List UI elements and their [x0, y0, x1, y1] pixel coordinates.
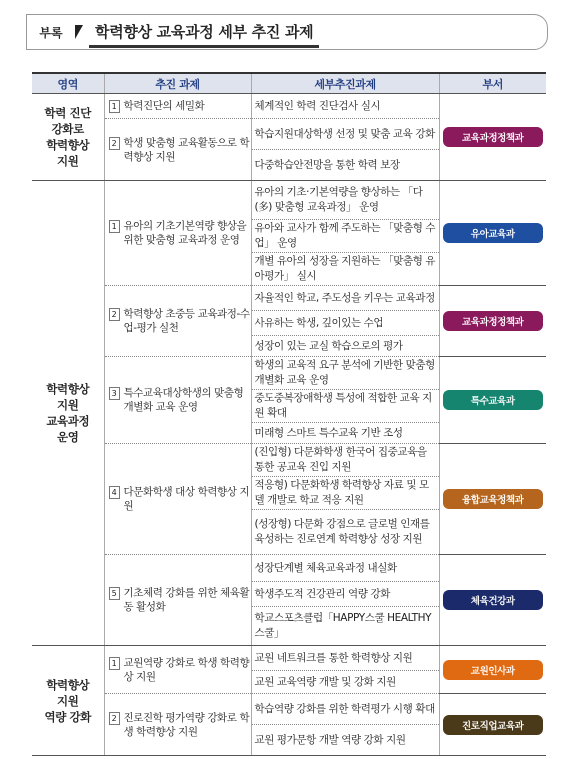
- detail-cell: 학습역량 강화를 위한 학력평가 시행 확대: [251, 694, 439, 725]
- task-content: [109, 307, 251, 335]
- task-label: 학력진단의 세밀화: [123, 100, 205, 112]
- task-content: [109, 586, 251, 614]
- dept-cell: [439, 357, 546, 444]
- task-label: 기초체력 강화를 위한 체육활동 활성화: [123, 587, 250, 613]
- task-cell: [104, 555, 251, 646]
- dept-badge: 진로직업교육과: [443, 715, 543, 735]
- detail-cell: 개별 유아의 성장을 지원하는 「맞춤형 유아평가」 실시: [251, 253, 439, 286]
- dept-cell: [439, 286, 546, 357]
- dept-badge: 체육건강과: [443, 590, 543, 610]
- dept-badge: 융합교육정책과: [443, 489, 543, 509]
- task-cell: [104, 646, 251, 694]
- task-label: 학생 맞춤형 교육활동으로 학력향상 지원: [123, 136, 250, 163]
- task-number: 3: [109, 387, 120, 400]
- task-number: 4: [109, 486, 120, 499]
- dept-badge: 특수교육과: [443, 390, 543, 410]
- dept-cell: [439, 555, 546, 646]
- task-content: [109, 386, 251, 414]
- task-cell: [104, 94, 251, 119]
- detail-cell: 다중학습안전망을 통한 학력 보장: [251, 150, 439, 181]
- task-cell: [104, 694, 251, 756]
- table-row: [32, 646, 546, 671]
- task-number: 2: [109, 308, 120, 321]
- task-cell: [104, 181, 251, 286]
- detail-cell: (진입형) 다문화학생 한국어 집중교육을 통한 공교육 진입 지원: [251, 444, 439, 477]
- task-content: [109, 136, 251, 164]
- dept-badge: 교육과정정책과: [443, 127, 543, 147]
- detail-cell: 학교스포츠클럽「HAPPY스쿨 HEALTHY 스쿨」: [251, 607, 439, 646]
- header-marker-icon: [75, 25, 83, 39]
- detail-cell: 유아와 교사가 함께 주도하는 「맞춤형 수업」 운영: [251, 220, 439, 253]
- page-title: 학력향상 교육과정 세부 추진 과제: [95, 23, 314, 41]
- detail-cell: 미래형 스마트 특수교육 기반 조성: [251, 423, 439, 444]
- dept-cell: [439, 646, 546, 694]
- task-content: [109, 99, 251, 113]
- detail-cell: 학생주도적 건강관리 역량 강화: [251, 582, 439, 607]
- area-cell: 학력향상 지원 역량 강화: [32, 646, 104, 756]
- detail-cell: 학습지원대상학생 선정 및 맞춤 교육 강화: [251, 119, 439, 150]
- detail-cell: 자율적인 학교, 주도성을 키우는 교육과정: [251, 286, 439, 311]
- detail-cell: 교원 네트워크를 통한 학력향상 지원: [251, 646, 439, 671]
- dept-cell: [439, 181, 546, 286]
- table-row: [32, 444, 546, 477]
- dept-badge: 교원인사과: [443, 660, 543, 680]
- detail-cell: 성장이 있는 교실 학습으로의 평가: [251, 336, 439, 357]
- appendix-tag: 부록: [27, 15, 75, 49]
- detail-cell: 성장단계별 체육교육과정 내실화: [251, 555, 439, 582]
- dept-cell: [439, 444, 546, 555]
- table-row: [32, 286, 546, 311]
- table-row: [32, 94, 546, 119]
- task-content: [109, 656, 251, 684]
- table-row: [32, 181, 546, 220]
- table-body: [32, 94, 546, 756]
- detail-cell: 중도중복장애학생 특성에 적합한 교육 지원 확대: [251, 390, 439, 423]
- col-header-area: 영역: [32, 73, 104, 94]
- task-number: 1: [109, 220, 120, 233]
- area-cell: 학력향상 지원 교육과정 운영: [32, 181, 104, 646]
- task-label: 진로진학 평가역량 강화로 학생 학력향상 지원: [123, 711, 250, 738]
- task-label: 다문화학생 대상 학력향상 지원: [123, 486, 250, 512]
- task-cell: [104, 444, 251, 555]
- task-number: 1: [109, 657, 120, 670]
- task-content: [109, 219, 251, 247]
- task-content: [109, 711, 251, 739]
- task-label: 유아의 기초기본역량 향상을 위한 맞춤형 교육과정 운영: [123, 220, 247, 246]
- task-table: [32, 72, 546, 756]
- task-number: 5: [109, 587, 120, 600]
- table-row: [32, 357, 546, 390]
- task-cell: [104, 286, 251, 357]
- detail-cell: (성장형) 다문화 강점으로 글로벌 인재를 육성하는 진로연계 학력향상 성장 지원: [251, 510, 439, 555]
- col-header-dept: 부서: [439, 73, 546, 94]
- task-label: 특수교육대상학생의 맞춤형 개별화 교육 운영: [123, 387, 244, 413]
- area-cell: 학력 진단 강화로 학력향상 지원: [32, 94, 104, 181]
- table-header-row: [32, 73, 546, 94]
- detail-cell: 사유하는 학생, 깊이있는 수업: [251, 311, 439, 336]
- dept-badge: 유아교육과: [443, 223, 543, 243]
- detail-cell: 교원 교육역량 개발 및 강화 지원: [251, 671, 439, 694]
- dept-badge: 교육과정정책과: [443, 311, 543, 331]
- task-label: 교원역량 강화로 학생 학력향상 지원: [123, 656, 250, 683]
- task-cell: [104, 119, 251, 181]
- title-underline: [89, 45, 319, 48]
- table-row: [32, 694, 546, 725]
- dept-cell: [439, 94, 546, 181]
- detail-cell: 유아의 기초·기본역량을 향상하는 「다(多) 맞춤형 교육과정」 운영: [251, 181, 439, 220]
- table-row: [32, 555, 546, 582]
- col-header-detail: 세부추진과제: [251, 73, 439, 94]
- detail-cell: 적응형) 다문화학생 학력향상 자료 및 모델 개발로 학교 적응 지원: [251, 477, 439, 510]
- detail-cell: 교원 평가문항 개발 역량 강화 지원: [251, 725, 439, 756]
- appendix-header: [26, 14, 548, 50]
- task-content: [109, 485, 251, 513]
- col-header-task: 추진 과제: [104, 73, 251, 94]
- task-number: 2: [109, 137, 120, 150]
- task-number: 1: [109, 100, 120, 113]
- task-label: 학력향상 초중등 교육과정-수업-평가 실천: [123, 308, 250, 334]
- detail-cell: 학생의 교육적 요구 분석에 기반한 맞춤형 개별화 교육 운영: [251, 357, 439, 390]
- dept-cell: [439, 694, 546, 756]
- task-number: 2: [109, 712, 120, 725]
- detail-cell: 체계적인 학력 진단검사 실시: [251, 94, 439, 119]
- task-cell: [104, 357, 251, 444]
